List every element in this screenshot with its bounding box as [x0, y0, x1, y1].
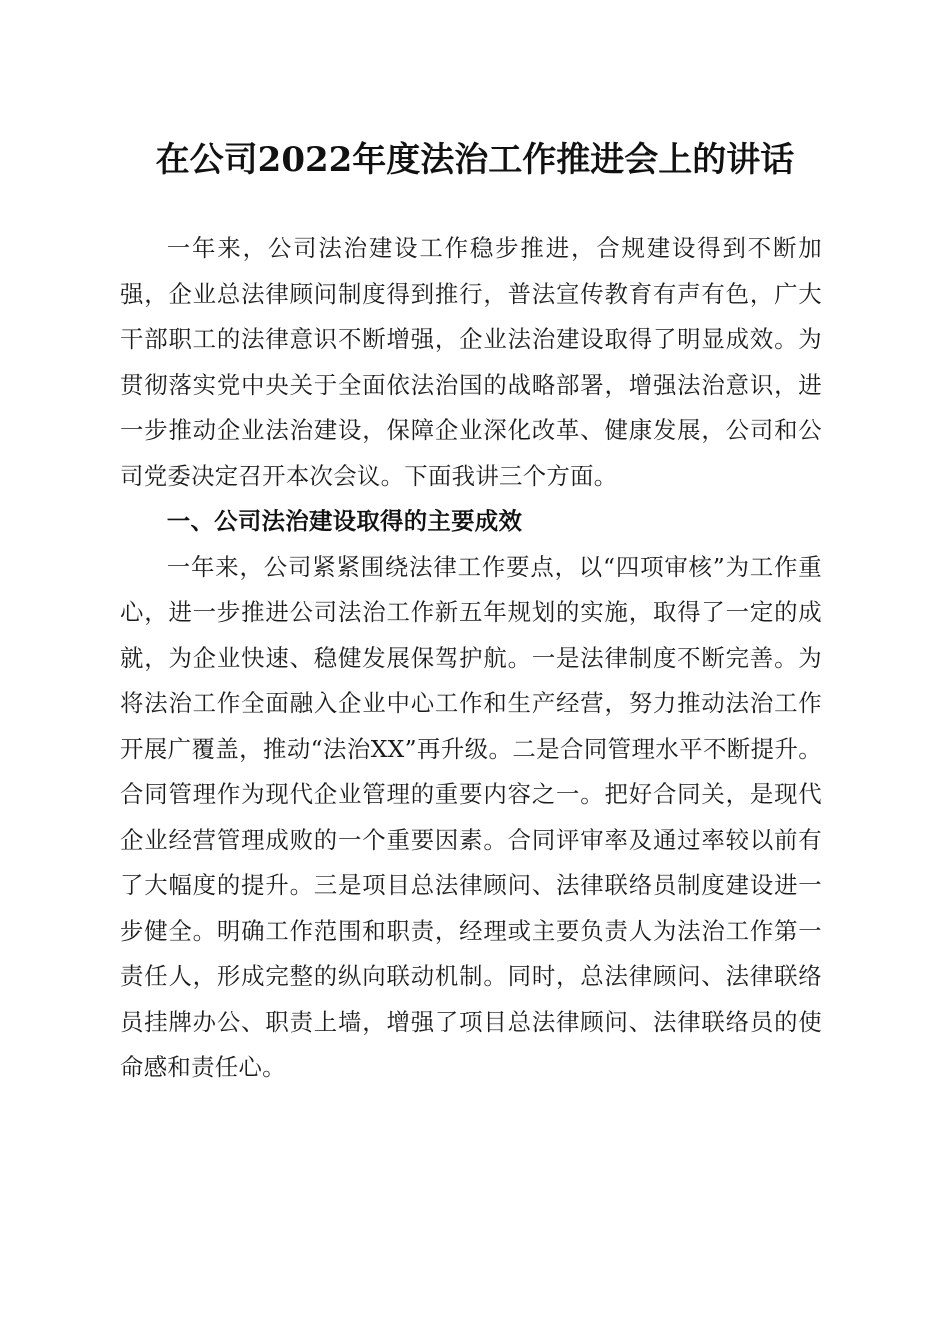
document-body [120, 226, 822, 1091]
document-title: 在公司2022年度法治工作推进会上的讲话 [155, 140, 795, 180]
section-heading-1: 一、公司法治建设取得的主要成效 [166, 507, 523, 535]
paragraph-achievements: 一年来，公司紧紧围绕法律工作要点，以“四项审核”为工作重心，进一步推进公司法治工作新五年规划的实施，取得了一定的成就，为企业快速、稳健发展保驾护航。一是法律制度不断完善。为将法治工作全面融入企业中心工作和生产经营，努力推动法治工作开展广覆盖，推动“法治XX”再升级。二是合同管理水平不断提升。合同管理作为现代企业管理的重要内容之一。把好合同关，是现代企业经营管理成败的一个重要因素。合同评审率及通过率较以前有了大幅度的提升。三是项目总法律顾问、法律联络员制度建设进一步健全。明确工作范围和职责，经理或主要负责人为法治工作第一责任人，形成完整的纵向联动机制。同时，总法律顾问、法律联络员挂牌办公、职责上墙，增强了项目总法律顾问、法律联络员的使命感和责任心。 [120, 552, 822, 1081]
paragraph-intro: 一年来，公司法治建设工作稳步推进，合规建设得到不断加强，企业总法律顾问制度得到推行，普法宣传教育有声有色，广大干部职工的法律意识不断增强，企业法治建设取得了明显成效。为贯彻落实党中央关于全面依法治国的战略部署，增强法治意识，进一步推动企业法治建设，保障企业深化改革、健康发展，公司和公司党委决定召开本次会议。下面我讲三个方面。 [120, 234, 822, 490]
